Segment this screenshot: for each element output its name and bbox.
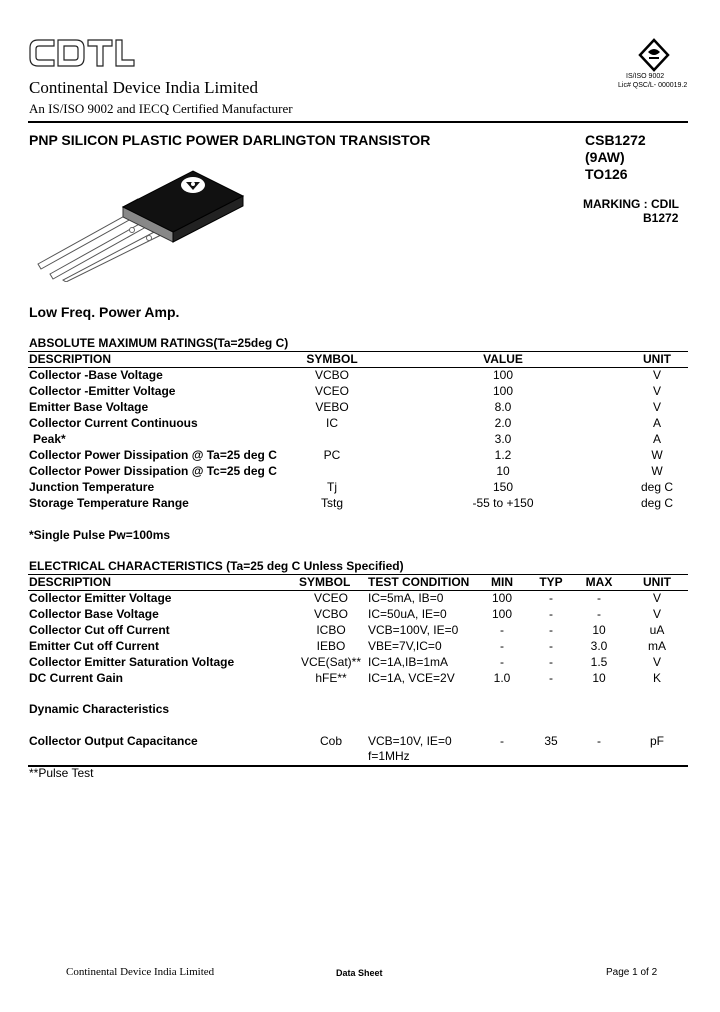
- row-typ: -: [549, 639, 553, 653]
- row-symbol: VCEO: [313, 591, 348, 605]
- row-test-condition: IC=5mA, IB=0: [368, 591, 444, 605]
- row-description: Collector Output Capacitance: [29, 734, 198, 748]
- electrical-bottom-rule: [28, 765, 688, 767]
- certification-line: An IS/ISO 9002 and IECQ Certified Manufacturer: [29, 101, 293, 116]
- header-divider: [28, 121, 688, 123]
- row-symbol: ICBO: [316, 623, 346, 637]
- row-value: 10: [496, 464, 510, 478]
- row-test-condition: VCB=10V, IE=0: [368, 734, 452, 748]
- row-description: Collector Power Dissipation @ Ta=25 deg C: [29, 448, 277, 462]
- row-description: Collector Current Continuous: [29, 416, 198, 430]
- footer-company: Continental Device India Limited: [66, 966, 215, 978]
- row-description: Emitter Cut off Current: [29, 639, 159, 653]
- row-max: 10: [592, 671, 606, 685]
- row-typ: -: [549, 591, 553, 605]
- abs-max-footnote: *Single Pulse Pw=100ms: [29, 528, 171, 542]
- elec-header-description: DESCRIPTION: [29, 575, 112, 589]
- application-text: Low Freq. Power Amp.: [29, 304, 180, 320]
- elec-header-symbol: SYMBOL: [299, 575, 351, 589]
- row-unit: V: [652, 591, 661, 605]
- row-test-condition: VBE=7V,IC=0: [368, 639, 442, 653]
- row-typ: -: [549, 607, 553, 621]
- row-symbol: VCBO: [314, 368, 349, 382]
- abs-max-header-symbol: SYMBOL: [306, 352, 358, 366]
- row-max: -: [597, 607, 601, 621]
- company-name: Continental Device India Limited: [29, 78, 258, 97]
- row-description: Collector -Base Voltage: [29, 368, 163, 382]
- row-description: Junction Temperature: [29, 480, 155, 494]
- elec-header-max: MAX: [585, 575, 613, 589]
- elec-header-unit: UNIT: [643, 575, 671, 589]
- row-max: 10: [592, 623, 606, 637]
- dynamic-characteristics-title: Dynamic Characteristics: [29, 702, 170, 716]
- row-unit: V: [652, 655, 661, 669]
- row-typ: -: [549, 623, 553, 637]
- part-description: PNP SILICON PLASTIC POWER DARLINGTON TRANSISTOR: [29, 132, 431, 148]
- row-symbol: Tstg: [320, 496, 343, 510]
- cdil-logo: [28, 36, 136, 70]
- row-description: Collector Cut off Current: [29, 623, 170, 637]
- row-unit: V: [652, 607, 661, 621]
- elec-header-typ: TYP: [539, 575, 563, 589]
- abs-max-header-description: DESCRIPTION: [29, 352, 112, 366]
- elec-header-min: MIN: [491, 575, 513, 589]
- to126-package-illustration: [28, 152, 250, 282]
- row-value: -55 to +150: [472, 496, 534, 510]
- row-unit: V: [652, 400, 661, 414]
- pulse-test-footnote: **Pulse Test: [29, 766, 94, 780]
- row-unit: mA: [648, 639, 666, 653]
- electrical-title: ELECTRICAL CHARACTERISTICS (Ta=25 deg C Unless Specified): [29, 559, 404, 573]
- abs-max-header-unit: UNIT: [643, 352, 671, 366]
- abs-max-title: ABSOLUTE MAXIMUM RATINGS(Ta=25deg C): [29, 336, 289, 350]
- row-symbol: VCEO: [314, 384, 349, 398]
- row-min: 100: [491, 607, 513, 621]
- row-description: Emitter Base Voltage: [29, 400, 149, 414]
- row-description: Storage Temperature Range: [29, 496, 189, 510]
- row-unit: uA: [649, 623, 665, 637]
- row-min: -: [500, 639, 504, 653]
- row-min: -: [500, 734, 504, 748]
- row-max: -: [597, 734, 601, 748]
- row-symbol: PC: [323, 448, 341, 462]
- row-description: DC Current Gain: [29, 671, 124, 685]
- row-description: Peak*: [33, 432, 66, 446]
- row-test-condition-2: f=1MHz: [368, 749, 410, 763]
- row-value: 3.0: [494, 432, 512, 446]
- row-min: -: [500, 623, 504, 637]
- row-symbol: IEBO: [316, 639, 346, 653]
- row-description: Collector -Emitter Voltage: [29, 384, 176, 398]
- part-code: (9AW): [585, 149, 625, 165]
- row-test-condition: IC=50uA, IE=0: [368, 607, 447, 621]
- row-symbol: hFE**: [315, 671, 347, 685]
- row-value: 100: [492, 384, 514, 398]
- row-symbol: Tj: [327, 480, 337, 494]
- row-symbol: VEBO: [315, 400, 349, 414]
- row-test-condition: IC=1A, VCE=2V: [368, 671, 455, 685]
- row-max: -: [597, 591, 601, 605]
- row-typ: -: [549, 671, 553, 685]
- footer-doc-type: Data Sheet: [336, 968, 383, 978]
- row-description: Collector Base Voltage: [29, 607, 159, 621]
- footer-page-number: Page 1 of 2: [606, 967, 658, 978]
- iso-cert-line2: Lic# QSC/L- 000019.2: [618, 82, 688, 89]
- row-unit: K: [652, 671, 661, 685]
- row-value: 100: [492, 368, 514, 382]
- iso-cert-line1: IS/ISO 9002: [626, 73, 665, 80]
- iso-cert-mark-icon: [637, 38, 671, 72]
- row-unit: A: [652, 432, 661, 446]
- marking-label: MARKING : CDIL: [583, 197, 679, 211]
- row-min: -: [500, 655, 504, 669]
- row-unit: V: [652, 384, 661, 398]
- row-unit: A: [652, 416, 661, 430]
- row-description: Collector Emitter Saturation Voltage: [29, 655, 235, 669]
- row-value: 150: [492, 480, 514, 494]
- row-value: 2.0: [494, 416, 512, 430]
- row-unit: deg C: [640, 496, 674, 510]
- marking-value: B1272: [643, 211, 679, 225]
- row-min: 100: [491, 591, 513, 605]
- row-symbol: IC: [326, 416, 338, 430]
- row-unit: pF: [649, 734, 664, 748]
- package-type: TO126: [585, 166, 628, 182]
- row-min: 1.0: [493, 671, 511, 685]
- row-typ: -: [549, 655, 553, 669]
- row-test-condition: VCB=100V, IE=0: [368, 623, 459, 637]
- row-symbol: Cob: [319, 734, 342, 748]
- row-test-condition: IC=1A,IB=1mA: [368, 655, 449, 669]
- row-description: Collector Emitter Voltage: [29, 591, 172, 605]
- row-value: 1.2: [494, 448, 512, 462]
- row-max: 3.0: [590, 639, 608, 653]
- abs-max-header-value: VALUE: [483, 352, 523, 366]
- row-value: 8.0: [494, 400, 512, 414]
- row-symbol: VCE(Sat)**: [300, 655, 362, 669]
- row-description: Collector Power Dissipation @ Tc=25 deg C: [29, 464, 277, 478]
- row-max: 1.5: [590, 655, 608, 669]
- row-unit: V: [652, 368, 661, 382]
- elec-header-test-condition: TEST CONDITION: [368, 575, 470, 589]
- row-typ: 35: [544, 734, 558, 748]
- row-unit: W: [651, 464, 663, 478]
- row-unit: W: [651, 448, 663, 462]
- row-symbol: VCBO: [313, 607, 348, 621]
- row-unit: deg C: [640, 480, 674, 494]
- part-number: CSB1272: [585, 132, 646, 148]
